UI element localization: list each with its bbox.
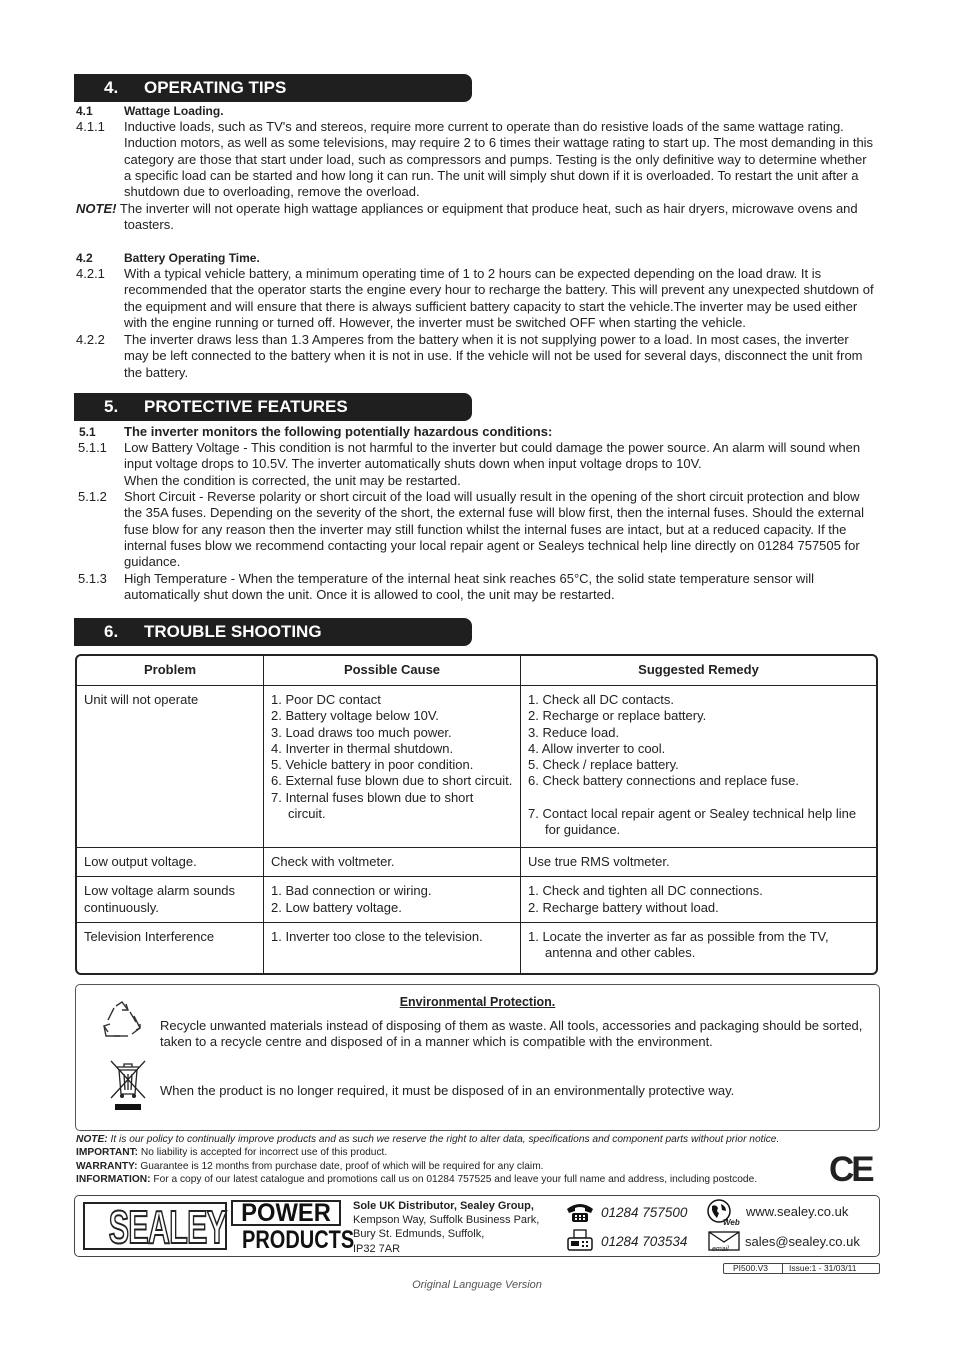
remedy-cell bbox=[521, 848, 876, 877]
address-line: Bury St. Edmunds, Suffolk, bbox=[353, 1228, 485, 1241]
list-item: Use true RMS voltmeter. bbox=[528, 854, 670, 869]
list-item: 3. Load draws too much power. bbox=[271, 724, 452, 740]
distributor-address bbox=[353, 1199, 539, 1256]
remedy-cell bbox=[521, 923, 876, 973]
section-number: 6. bbox=[104, 622, 119, 641]
web-icon bbox=[707, 1199, 743, 1227]
list-item: 7. Internal fuses blown due to short circuit. bbox=[271, 789, 474, 822]
list-item: 5. Check / replace battery. bbox=[528, 757, 679, 773]
note-label: NOTE! bbox=[76, 201, 117, 216]
column-header-remedy: Suggested Remedy bbox=[521, 656, 876, 686]
list-item: 1. Locate the inverter as far as possible from the TV, antenna and other cables. bbox=[528, 928, 829, 961]
fax-icon bbox=[566, 1229, 594, 1257]
sealey-logo bbox=[83, 1201, 227, 1253]
list-item: 2. Battery voltage below 10V. bbox=[271, 708, 439, 724]
clause-text-part: Low Battery Voltage - This condition is not harmful to the inverter but could damage the power source. An alarm will sound when input voltage drops to 10.5V. The inverter automatically shuts down when input voltage drops to 10V. bbox=[124, 440, 861, 472]
list-item: 7. Contact local repair agent or Sealey technical help line for guidance. bbox=[528, 806, 857, 838]
email-link[interactable]: sales@sealey.co.uk bbox=[745, 1234, 860, 1249]
footnote-information bbox=[76, 1173, 876, 1186]
list-item: 6. External fuse blown due to short circuit. bbox=[271, 773, 513, 789]
disposal-text: When the product is no longer required, it must be disposed of in an environmentally protective way. bbox=[160, 1083, 735, 1098]
clause-title: The inverter monitors the following potentially hazardous conditions: bbox=[124, 424, 553, 439]
list-item: 2. Low battery voltage. bbox=[271, 899, 402, 915]
table-row bbox=[77, 923, 876, 973]
section-title: TROUBLE SHOOTING bbox=[144, 622, 322, 641]
footnote-note bbox=[76, 1133, 876, 1146]
footnote-important bbox=[76, 1146, 876, 1159]
problem-cell: Low output voltage. bbox=[77, 848, 264, 877]
list-item: 2. Recharge or replace battery. bbox=[528, 708, 707, 724]
clause-number: 4.2 bbox=[76, 251, 93, 265]
products-logo-text: PRODUCTS bbox=[242, 1226, 355, 1254]
clause-title: Battery Operating Time. bbox=[124, 251, 260, 265]
table-row bbox=[77, 848, 876, 877]
version-divider bbox=[782, 1263, 783, 1274]
clause-number: 4.1.1 bbox=[76, 119, 105, 134]
note-text: The inverter will not operate high wattage appliances or equipment that produce heat, such as hair dryers, microwave ovens and toasters. bbox=[119, 201, 858, 233]
table-row bbox=[77, 877, 876, 923]
power-logo bbox=[231, 1200, 341, 1226]
list-item: 2. Recharge battery without load. bbox=[528, 899, 719, 915]
version-code: PI500.V3 bbox=[733, 1263, 768, 1273]
recycle-icon bbox=[100, 1000, 144, 1044]
clause-text-part: When the condition is corrected, the unit may be restarted. bbox=[124, 472, 461, 488]
clause-number: 5.1.1 bbox=[78, 440, 107, 455]
power-logo-text: POWER bbox=[241, 1199, 331, 1227]
footnote-text: For a copy of our latest catalogue and promotions call us on 01284 757525 and leave your full name and address, including postcode. bbox=[153, 1173, 758, 1185]
remedy-cell bbox=[521, 686, 876, 848]
problem-cell: Unit will not operate bbox=[77, 686, 264, 848]
footnote-warranty bbox=[76, 1160, 876, 1173]
recycle-text: Recycle unwanted materials instead of disposing of them as waste. All tools, accessories and packaging should be sorted, taken to a recycle centre and disposed of in a manner which is compatible with the environment. bbox=[160, 1018, 863, 1050]
phone-number[interactable]: 01284 757500 bbox=[601, 1205, 688, 1220]
language-note: Original Language Version bbox=[412, 1279, 542, 1291]
contact-bar bbox=[74, 1195, 880, 1257]
website-link[interactable]: www.sealey.co.uk bbox=[746, 1204, 849, 1219]
section-4-header bbox=[74, 74, 472, 102]
footnote-label: NOTE: bbox=[76, 1134, 108, 1145]
list-item: 3. Reduce load. bbox=[528, 724, 620, 740]
troubleshooting-table bbox=[75, 654, 878, 975]
clause-number: 4.1 bbox=[76, 104, 93, 118]
fax-number[interactable]: 01284 703534 bbox=[601, 1234, 688, 1249]
crossed-bin-icon bbox=[108, 1058, 148, 1116]
list-item: 1. Poor DC contact bbox=[271, 692, 381, 707]
clause-number: 4.2.2 bbox=[76, 332, 105, 347]
address-line: Kempson Way, Suffolk Business Park, bbox=[353, 1214, 540, 1227]
email-icon-label: email bbox=[712, 1246, 729, 1253]
footnote-label: WARRANTY: bbox=[76, 1160, 138, 1172]
list-item: 5. Vehicle battery in poor condition. bbox=[271, 757, 474, 773]
footnote-text: It is our policy to continually improve products and as such we reserve the right to alter data, specifications and component parts without prior notice. bbox=[110, 1134, 780, 1145]
footnote-label: IMPORTANT: bbox=[76, 1147, 139, 1159]
environmental-protection-box bbox=[75, 984, 880, 1131]
email-icon bbox=[708, 1231, 740, 1251]
clause-title: Wattage Loading. bbox=[124, 104, 224, 118]
clause-number: 5.1.2 bbox=[78, 489, 107, 504]
clause-text: Inductive loads, such as TV's and stereos, require more current to operate than do resistive loads of the same wattage rating. Induction motors, as well as some televisions, may require 2 to 6 times their wattage rating to start up. The most demanding in this category are those that start under load, such as compressors and pumps. Testing is the only definitive way to determine whether a specific load can be started and how long it can run. The unit will simply shut down if it is overloaded. To restart the unit after a shutdown due to overloading, remove the overload. bbox=[124, 119, 874, 200]
list-item: 4. Inverter in thermal shutdown. bbox=[271, 740, 454, 756]
list-item: 1. Bad connection or wiring. bbox=[271, 883, 432, 899]
section-6-header bbox=[74, 618, 472, 646]
clause-number: 5.1.3 bbox=[78, 571, 107, 586]
list-item: 4. Allow inverter to cool. bbox=[528, 740, 666, 756]
section-5-header bbox=[74, 393, 472, 421]
footnotes bbox=[76, 1133, 876, 1186]
clause-text: The inverter draws less than 1.3 Amperes from the battery when it is not supplying power to a load. In most cases, the inverter may be left connected to the battery when it is not in use. If the vehicle will not be used for several days, disconnect the unit from the battery. bbox=[124, 332, 863, 380]
list-item: 1. Check all DC contacts. bbox=[528, 692, 674, 707]
cause-cell bbox=[264, 686, 521, 848]
footnote-text: Guarantee is 12 months from purchase date, proof of which will be required for any claim. bbox=[140, 1160, 544, 1172]
clause-text bbox=[124, 440, 876, 489]
list-item bbox=[528, 790, 869, 806]
clause-number: 5.1 bbox=[79, 425, 96, 439]
footnote-label: INFORMATION: bbox=[76, 1173, 151, 1185]
clause-text: Short Circuit - Reverse polarity or short circuit of the load will usually result in the opening of the short circuit protection and blow the 35A fuses. Depending on the severity of the short, the external fuse will blow first, then the internal fuses. Should the external fuse blow for any reason then the inverter may still function whilst the internal fuses are intact, but at a reduced capacity. If the internal fuses blow we recommend contacting your local repair agent or Sealeys technical help line directly on 01284 757505 for guidance. bbox=[124, 489, 864, 570]
section-number: 5. bbox=[104, 397, 119, 416]
ce-mark: CE bbox=[829, 1150, 872, 1189]
remedy-cell bbox=[521, 877, 876, 923]
section-number: 4. bbox=[104, 78, 119, 97]
column-header-cause: Possible Cause bbox=[264, 656, 521, 686]
version-box bbox=[723, 1263, 880, 1274]
cause-cell bbox=[264, 848, 521, 877]
problem-cell: Low voltage alarm sounds continuously. bbox=[77, 877, 264, 923]
issue-date: Issue:1 - 31/03/11 bbox=[789, 1263, 857, 1273]
column-header-problem: Problem bbox=[77, 656, 264, 686]
footnote-text: No liability is accepted for incorrect use of this product. bbox=[140, 1147, 388, 1159]
address-line: IP32 7AR bbox=[353, 1242, 401, 1255]
clause-text: High Temperature - When the temperature of the internal heat sink reaches 65°C, the solid state temperature sensor will automatically shut down the unit. Once it is allowed to cool, the unit may be restarted. bbox=[124, 571, 814, 603]
problem-cell: Television Interference bbox=[77, 923, 264, 973]
table-row bbox=[77, 686, 876, 848]
products-logo bbox=[231, 1226, 355, 1254]
clause-number: 4.2.1 bbox=[76, 266, 105, 281]
cause-cell bbox=[264, 923, 521, 973]
sealey-logo-text: SEALEY bbox=[108, 1201, 227, 1253]
env-title: Environmental Protection. bbox=[399, 995, 556, 1009]
section-title: PROTECTIVE FEATURES bbox=[144, 397, 348, 416]
phone-icon bbox=[565, 1201, 595, 1227]
list-item: 1. Inverter too close to the television. bbox=[271, 928, 483, 944]
list-item: Check with voltmeter. bbox=[271, 854, 395, 869]
section-title: OPERATING TIPS bbox=[144, 78, 287, 97]
web-icon-label: Web bbox=[723, 1218, 740, 1227]
list-item: 6. Check battery connections and replace fuse. bbox=[528, 773, 799, 789]
distributor-name: Sole UK Distributor, Sealey Group, bbox=[353, 1200, 534, 1212]
clause-text: With a typical vehicle battery, a minimum operating time of 1 to 2 hours can be expected depending on the load draw. It is recommended that the operator starts the engine every hour to recharge the battery. This will prevent any unexpected shutdown of the equipment and will ensure that there is always sufficient battery capacity to start the vehicle.The inverter may be used either with the engine running or turned off. However, the inverter must be switched OFF when starting the vehicle. bbox=[124, 266, 874, 330]
list-item: 1. Check and tighten all DC connections. bbox=[528, 883, 763, 899]
cause-cell bbox=[264, 877, 521, 923]
